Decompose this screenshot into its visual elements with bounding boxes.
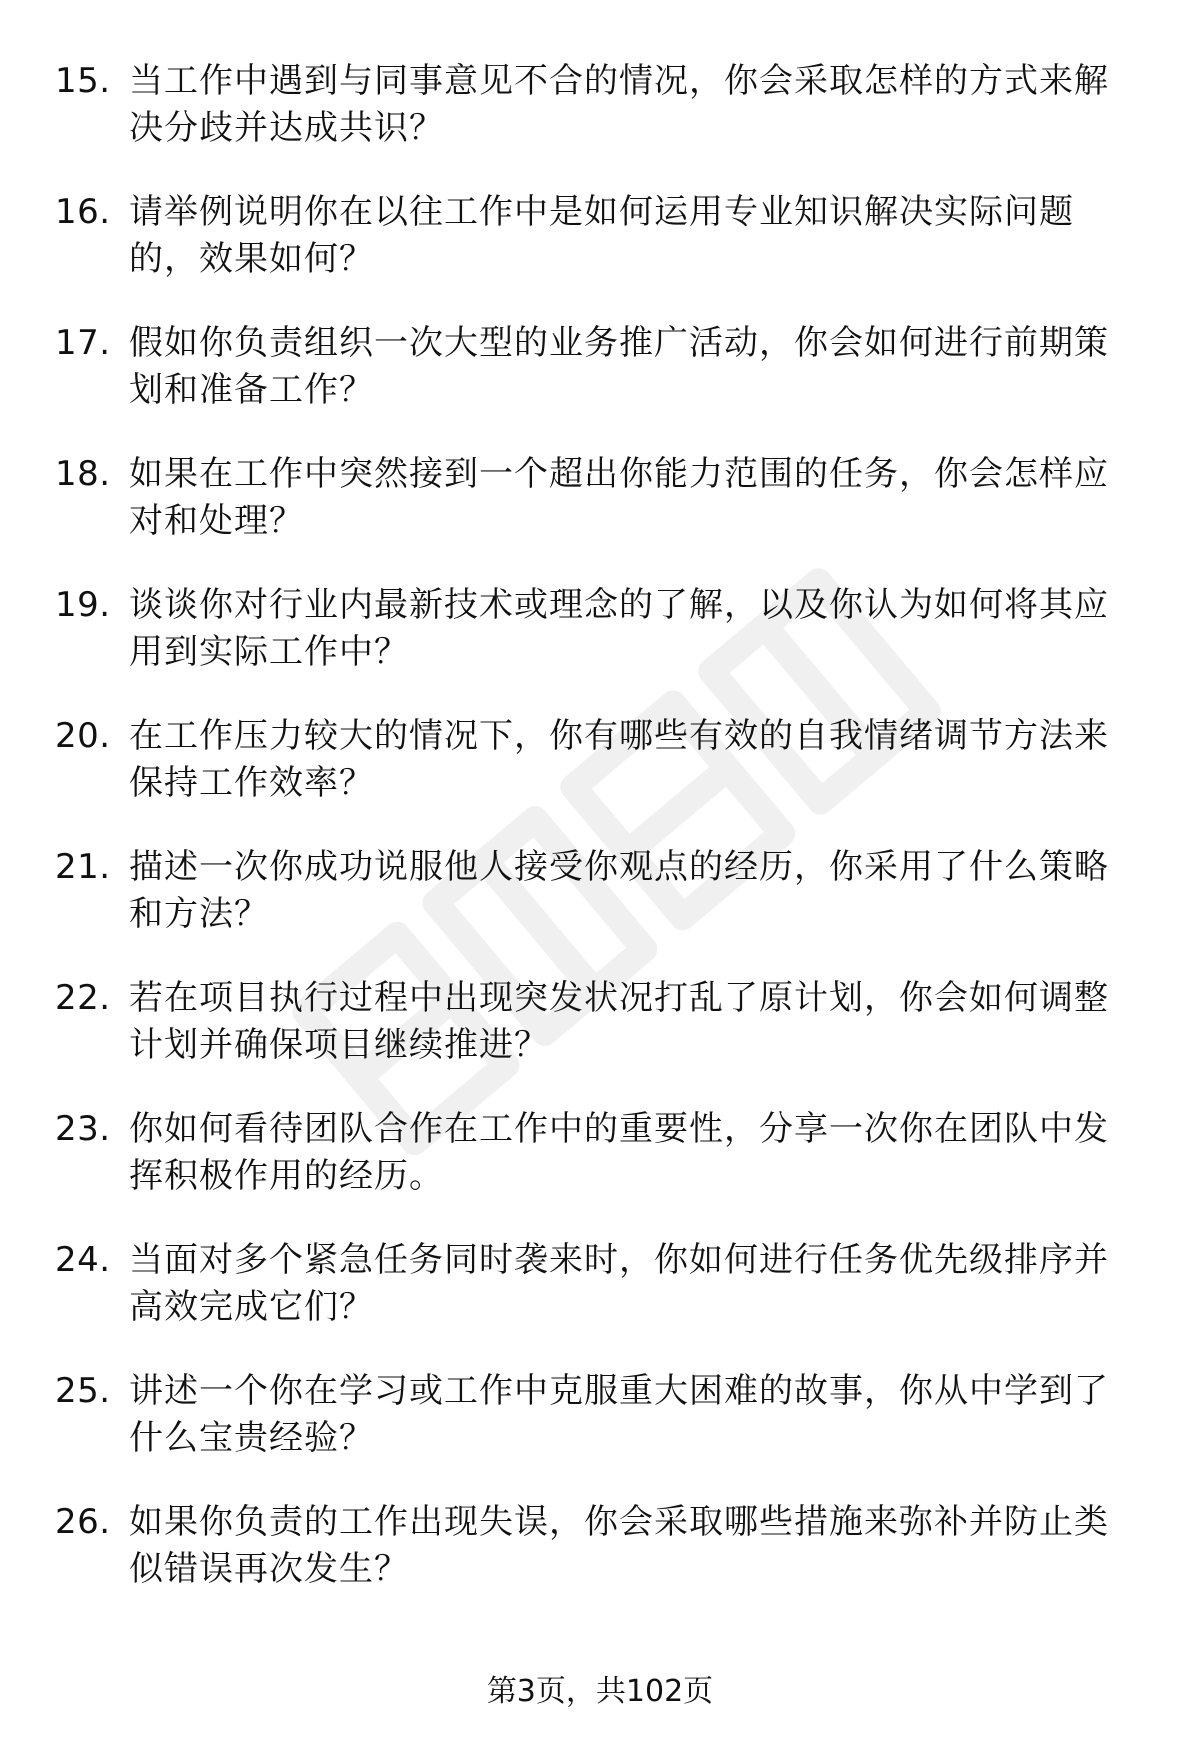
question-text: 当面对多个紧急任务同时袭来时，你如何进行任务优先级排序并高效完成它们？ [129,1240,1109,1327]
question-list [55,58,1145,1630]
question-text: 如果在工作中突然接到一个超出你能力范围的任务，你会怎样应对和处理？ [129,454,1109,541]
question-number: 18. [55,454,111,494]
question-text: 若在项目执行过程中出现突发状况打乱了原计划，你会如何调整计划并确保项目继续推进？ [129,978,1109,1065]
question-text: 当工作中遇到与同事意见不合的情况，你会采取怎样的方式来解决分歧并达成共识？ [129,61,1109,148]
question-text: 如果你负责的工作出现失误，你会采取哪些措施来弥补并防止类似错误再次发生？ [129,1502,1109,1589]
question-item [55,1499,1145,1630]
question-item [55,975,1145,1106]
question-item [55,1237,1145,1368]
question-item [55,844,1145,975]
question-item [55,1106,1145,1237]
question-item [55,1368,1145,1499]
question-number: 15. [55,61,111,101]
question-number: 19. [55,585,111,625]
question-text: 谈谈你对行业内最新技术或理念的了解，以及你认为如何将其应用到实际工作中？ [129,585,1109,672]
question-number: 16. [55,192,111,232]
question-number: 23. [55,1109,111,1149]
question-item [55,713,1145,844]
question-item [55,582,1145,713]
question-number: 21. [55,847,111,887]
question-item [55,58,1145,189]
question-number: 25. [55,1371,111,1411]
question-number: 24. [55,1240,111,1280]
page-footer: 第3页，共102页 [486,1674,714,1709]
question-item [55,189,1145,320]
question-text: 假如你负责组织一次大型的业务推广活动，你会如何进行前期策划和准备工作？ [129,323,1109,410]
question-item [55,320,1145,451]
question-number: 20. [55,716,111,756]
question-number: 17. [55,323,111,363]
question-number: 26. [55,1502,111,1542]
question-text: 你如何看待团队合作在工作中的重要性，分享一次你在团队中发挥积极作用的经历。 [129,1109,1109,1196]
question-text: 描述一次你成功说服他人接受你观点的经历，你采用了什么策略和方法？ [129,847,1109,934]
question-number: 22. [55,978,111,1018]
question-text: 讲述一个你在学习或工作中克服重大困难的故事，你从中学到了什么宝贵经验？ [129,1371,1109,1458]
question-item [55,451,1145,582]
question-text: 在工作压力较大的情况下，你有哪些有效的自我情绪调节方法来保持工作效率？ [129,716,1109,803]
question-text: 请举例说明你在以往工作中是如何运用专业知识解决实际问题的，效果如何？ [129,192,1074,279]
